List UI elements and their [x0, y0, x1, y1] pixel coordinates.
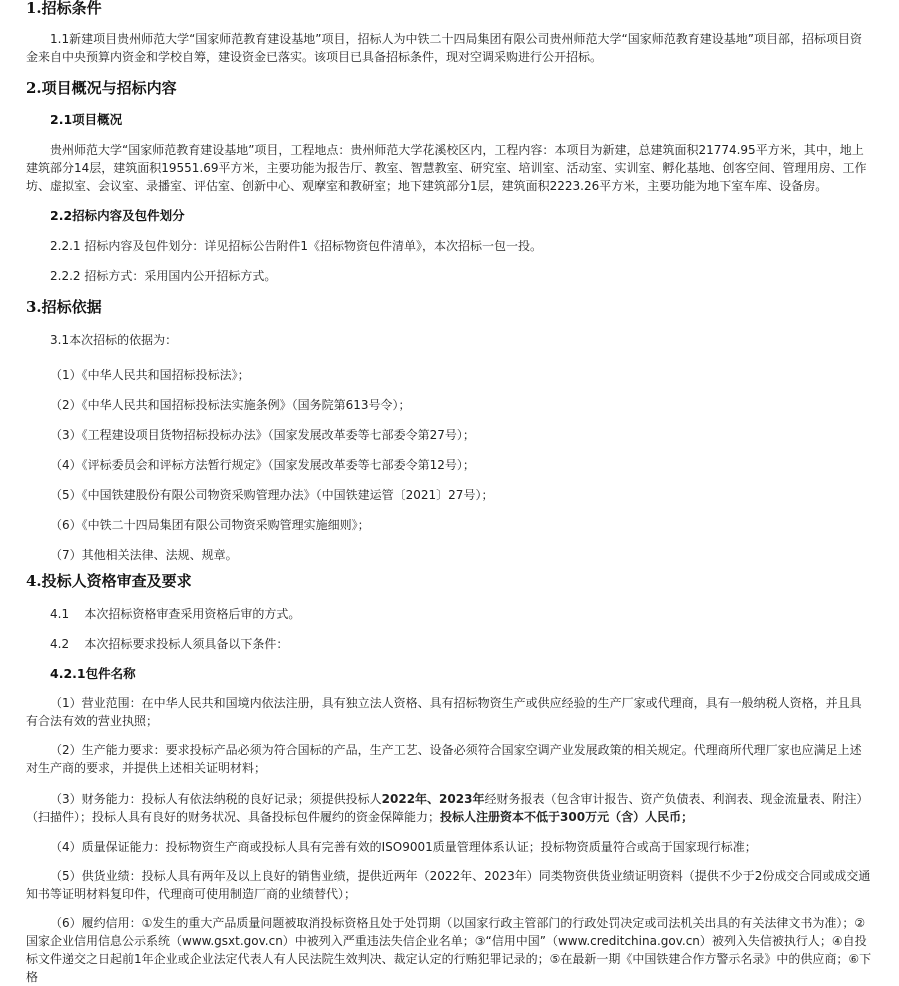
requirement-3	[26, 790, 873, 826]
subsection-2-1-title: 2.1项目概况	[50, 112, 123, 127]
item-4-1-wrap	[26, 604, 873, 624]
basis-item: （6）《中铁二十四局集团有限公司物资采购管理实施细则》；	[50, 518, 370, 532]
section-1-para-wrap	[26, 30, 873, 66]
req-6-wrap	[26, 914, 873, 986]
req-4-wrap	[26, 838, 873, 856]
req-5-wrap	[26, 867, 873, 903]
subsection-4-2-1-wrap	[26, 664, 873, 684]
project-overview-paragraph: 贵州师范大学“国家师范教育建设基地”项目，工程地点：贵州师范大学花溪校区内，工程内容：本项目为新建，总建筑面积21774.95平方米，其中，地上建筑部分14层，建筑面积19551.69平方米，主要功能为报告厅、教室、智慧教室、研究室、培训室、活动室、实训室、孵化基地、创客空间、管理用房、工作坊、虚拟室、会议室、录播室、评估室、创新中心、观摩室和教研室；地下建筑部分1层，建筑面积2223.26平方米，主要功能为地下室车库、设备房。	[26, 143, 867, 193]
requirement-3-part-c: 经财务报表（包含审计报告、资产负债表、利润表、现金流量表、附注）（扫描件）；投标人具有良好的财务状况、具备投标包件履约的资金保障能力；	[26, 792, 869, 824]
item-2-2-1-wrap	[26, 236, 873, 256]
section-3-intro: 3.1本次招标的依据为：	[50, 333, 178, 347]
section-1-paragraph: 1.1新建项目贵州师范大学“国家师范教育建设基地”项目，招标人为中铁二十四局集团有限公司贵州师范大学“国家师范教育建设基地”项目部，招标项目资金来自中央预算内资金和学校自筹，建设资金已落实。该项目已具备招标条件，现对空调采购进行公开招标。	[26, 32, 862, 64]
section-2-1-para-wrap	[26, 141, 873, 195]
requirement-3-capital: 投标人注册资本不低于300万元（含）人民币；	[440, 810, 694, 824]
item-4-1: 4.1 本次招标资格审查采用资格后审的方式。	[50, 607, 301, 621]
basis-item: （7）其他相关法律、法规、规章。	[50, 548, 238, 562]
section-2-title: 2.项目概况与招标内容	[26, 79, 177, 97]
requirement-3-years: 2022年、2023年	[381, 792, 485, 806]
basis-item: （3）《工程建设项目货物招标投标办法》（国家发展改革委等七部委令第27号）；	[50, 428, 475, 442]
requirement-6: （6）履约信用：①发生的重大产品质量问题被取消投标资格且处于处罚期（以国家行政主管部门的行政处罚决定或司法机关出具的有关法律文书为准）；②国家企业信用信息公示系统（www.gsxt.gov.cn）中被列入严重违法失信企业名单；③“信用中国”（www.creditchina.gov.cn）被列入失信被执行人；④自投标文件递交之日起前1年企业或企业法定代表人有人民法院生效判决、裁定认定的行贿犯罪记录的；⑤在最新一期《中国铁建合作方警示名录》中的供应商；⑥下格	[26, 916, 872, 984]
requirement-5: （5）供货业绩：投标人具有两年及以上良好的销售业绩，提供近两年（2022年、2023年）同类物资供货业绩证明资料（提供不少于2份成交合同或成交通知书等证明材料复印件，代理商可使用制造厂商的业绩替代）；	[26, 869, 871, 901]
subsection-2-2-title: 2.2招标内容及包件划分	[50, 208, 185, 223]
item-2-2-2-wrap	[26, 266, 873, 286]
section-4-wrap	[26, 571, 873, 591]
section-3-title: 3.招标依据	[26, 298, 102, 316]
item-2-2-1: 2.2.1 招标内容及包件划分：详见招标公告附件1《招标物资包件清单》，本次招标一包一投。	[50, 239, 542, 253]
section-3-intro-wrap	[26, 330, 873, 350]
req-3-wrap	[26, 790, 873, 826]
subsection-4-2-1-title: 4.2.1包件名称	[50, 666, 136, 681]
basis-item: （2）《中华人民共和国招标投标法实施条例》（国务院第613号令）；	[50, 398, 411, 412]
item-4-2-wrap	[26, 634, 873, 654]
basis-item: （5）《中国铁建股份有限公司物资采购管理办法》（中国铁建运管〔2021〕27号）；	[50, 488, 494, 502]
section-1	[26, 0, 873, 18]
section-4-title: 4.投标人资格审查及要求	[26, 572, 192, 590]
basis-item: （4）《评标委员会和评标方法暂行规定》（国家发展改革委等七部委令第12号）；	[50, 458, 475, 472]
requirement-2: （2）生产能力要求：要求投标产品必须为符合国标的产品，生产工艺、设备必须符合国家空调产业发展政策的相关规定。代理商所代理厂家也应满足上述对生产商的要求，并提供上述相关证明材料；	[26, 743, 862, 775]
requirement-1: （1）营业范围：在中华人民共和国境内依法注册，具有独立法人资格、具有招标物资生产或供应经验的生产厂家或代理商，具有一般纳税人资格，并且具有合法有效的营业执照；	[26, 696, 862, 728]
section-2-2-wrap	[26, 206, 873, 226]
section-2-1-wrap	[26, 110, 873, 130]
section-1-title: 1.招标条件	[26, 0, 102, 17]
requirement-4: （4）质量保证能力：投标物资生产商或投标人具有完善有效的ISO9001质量管理体系认证；投标物资质量符合或高于国家现行标准；	[50, 840, 757, 854]
section-3-wrap	[26, 297, 873, 317]
requirement-3-part-a: （3）财务能力：投标人有依法纳税的良好记录；须提供投标人	[50, 792, 382, 806]
basis-item: （1）《中华人民共和国招标投标法》；	[50, 368, 250, 382]
req-1-wrap	[26, 694, 873, 730]
item-2-2-2: 2.2.2 招标方式：采用国内公开招标方式。	[50, 269, 277, 283]
basis-list	[26, 360, 873, 570]
req-2-wrap	[26, 741, 873, 777]
item-4-2: 4.2 本次招标要求投标人须具备以下条件：	[50, 637, 289, 651]
section-2-wrap	[26, 78, 873, 98]
